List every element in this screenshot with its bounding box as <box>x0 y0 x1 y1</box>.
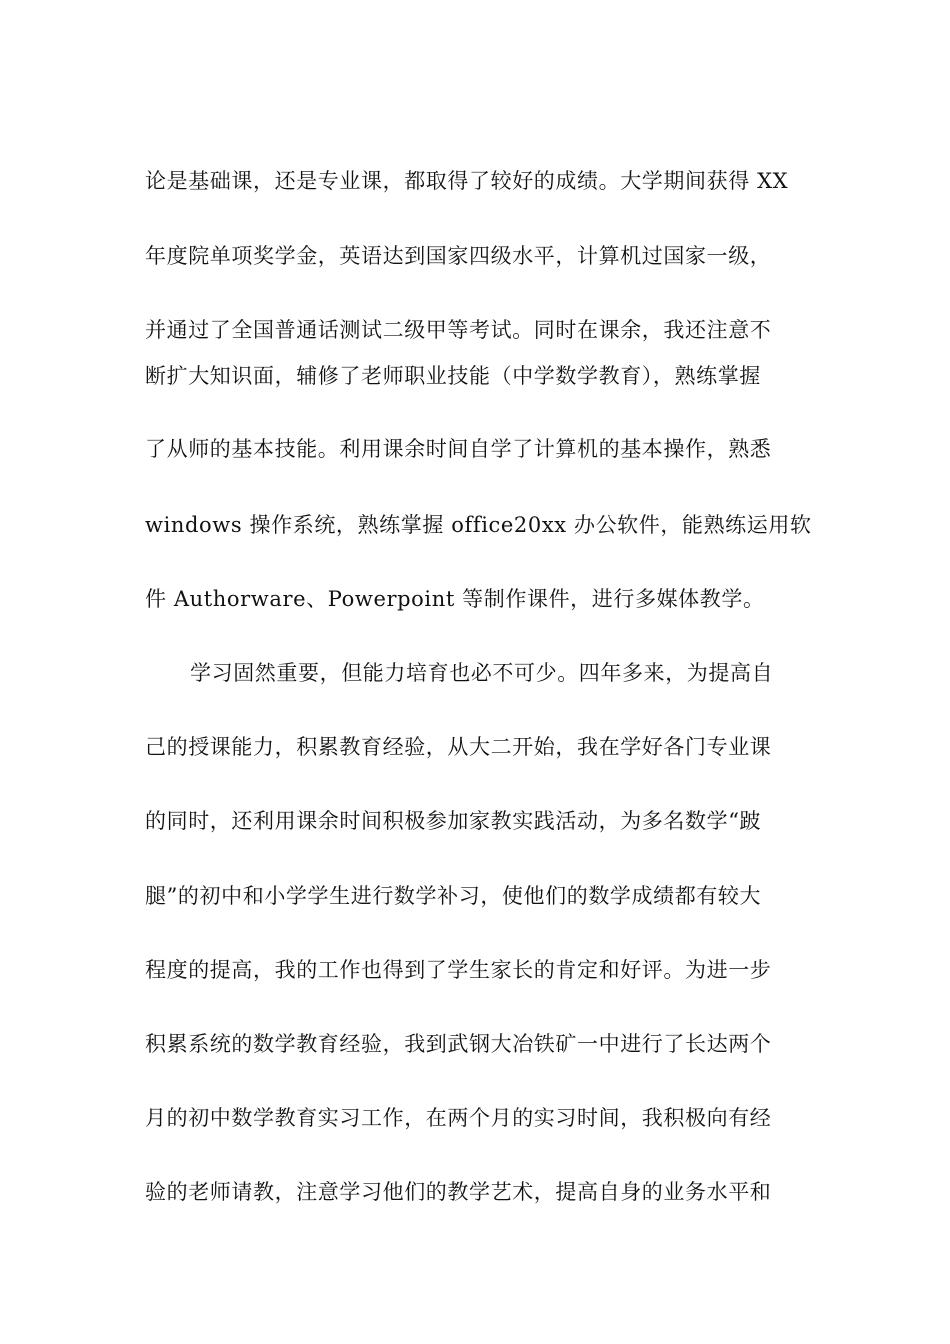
text-line-10: 的同时，还利用课余时间积极参加家教实践活动，为多名数学“跛 <box>145 809 762 833</box>
text-line-11: 腿”的初中和小学学生进行数学补习，使他们的数学成绩都有较大 <box>145 884 762 908</box>
text-line-13: 积累系统的数学教育经验，我到武钢大冶铁矿一中进行了长达两个 <box>145 1032 772 1056</box>
text-line-9: 己的授课能力，积累教育经验，从大二开始，我在学好各门专业课 <box>145 735 772 759</box>
text-line-12: 程度的提高，我的工作也得到了学生家长的肯定和好评。为进一步 <box>145 958 772 982</box>
text-line-7: 件 Authorware、Powerpoint 等制作课件，进行多媒体教学。 <box>145 587 765 611</box>
text-line-2: 年度院单项奖学金，英语达到国家四级水平，计算机过国家一级， <box>145 244 772 268</box>
text-line-1: 论是基础课，还是专业课，都取得了较好的成绩。大学期间获得 XX <box>145 169 789 193</box>
text-line-4: 断扩大知识面，辅修了老师职业技能（中学数学教育），熟练掌握 <box>145 364 761 388</box>
text-line-15: 验的老师请教，注意学习他们的教学艺术，提高自身的业务水平和 <box>145 1180 772 1204</box>
text-line-6: windows 操作系统，熟练掌握 office20xx 办公软件，能熟练运用软 <box>145 513 812 537</box>
text-line-14: 月的初中数学教育实习工作，在两个月的实习时间，我积极向有经 <box>145 1106 772 1130</box>
text-line-5: 了从师的基本技能。利用课余时间自学了计算机的基本操作，熟悉 <box>145 437 772 461</box>
text-line-3: 并通过了全国普通话测试二级甲等考试。同时在课余，我还注意不 <box>145 318 772 342</box>
paragraph-2-line-1: 学习固然重要，但能力培育也必不可少。四年多来，为提高自 <box>190 661 774 685</box>
